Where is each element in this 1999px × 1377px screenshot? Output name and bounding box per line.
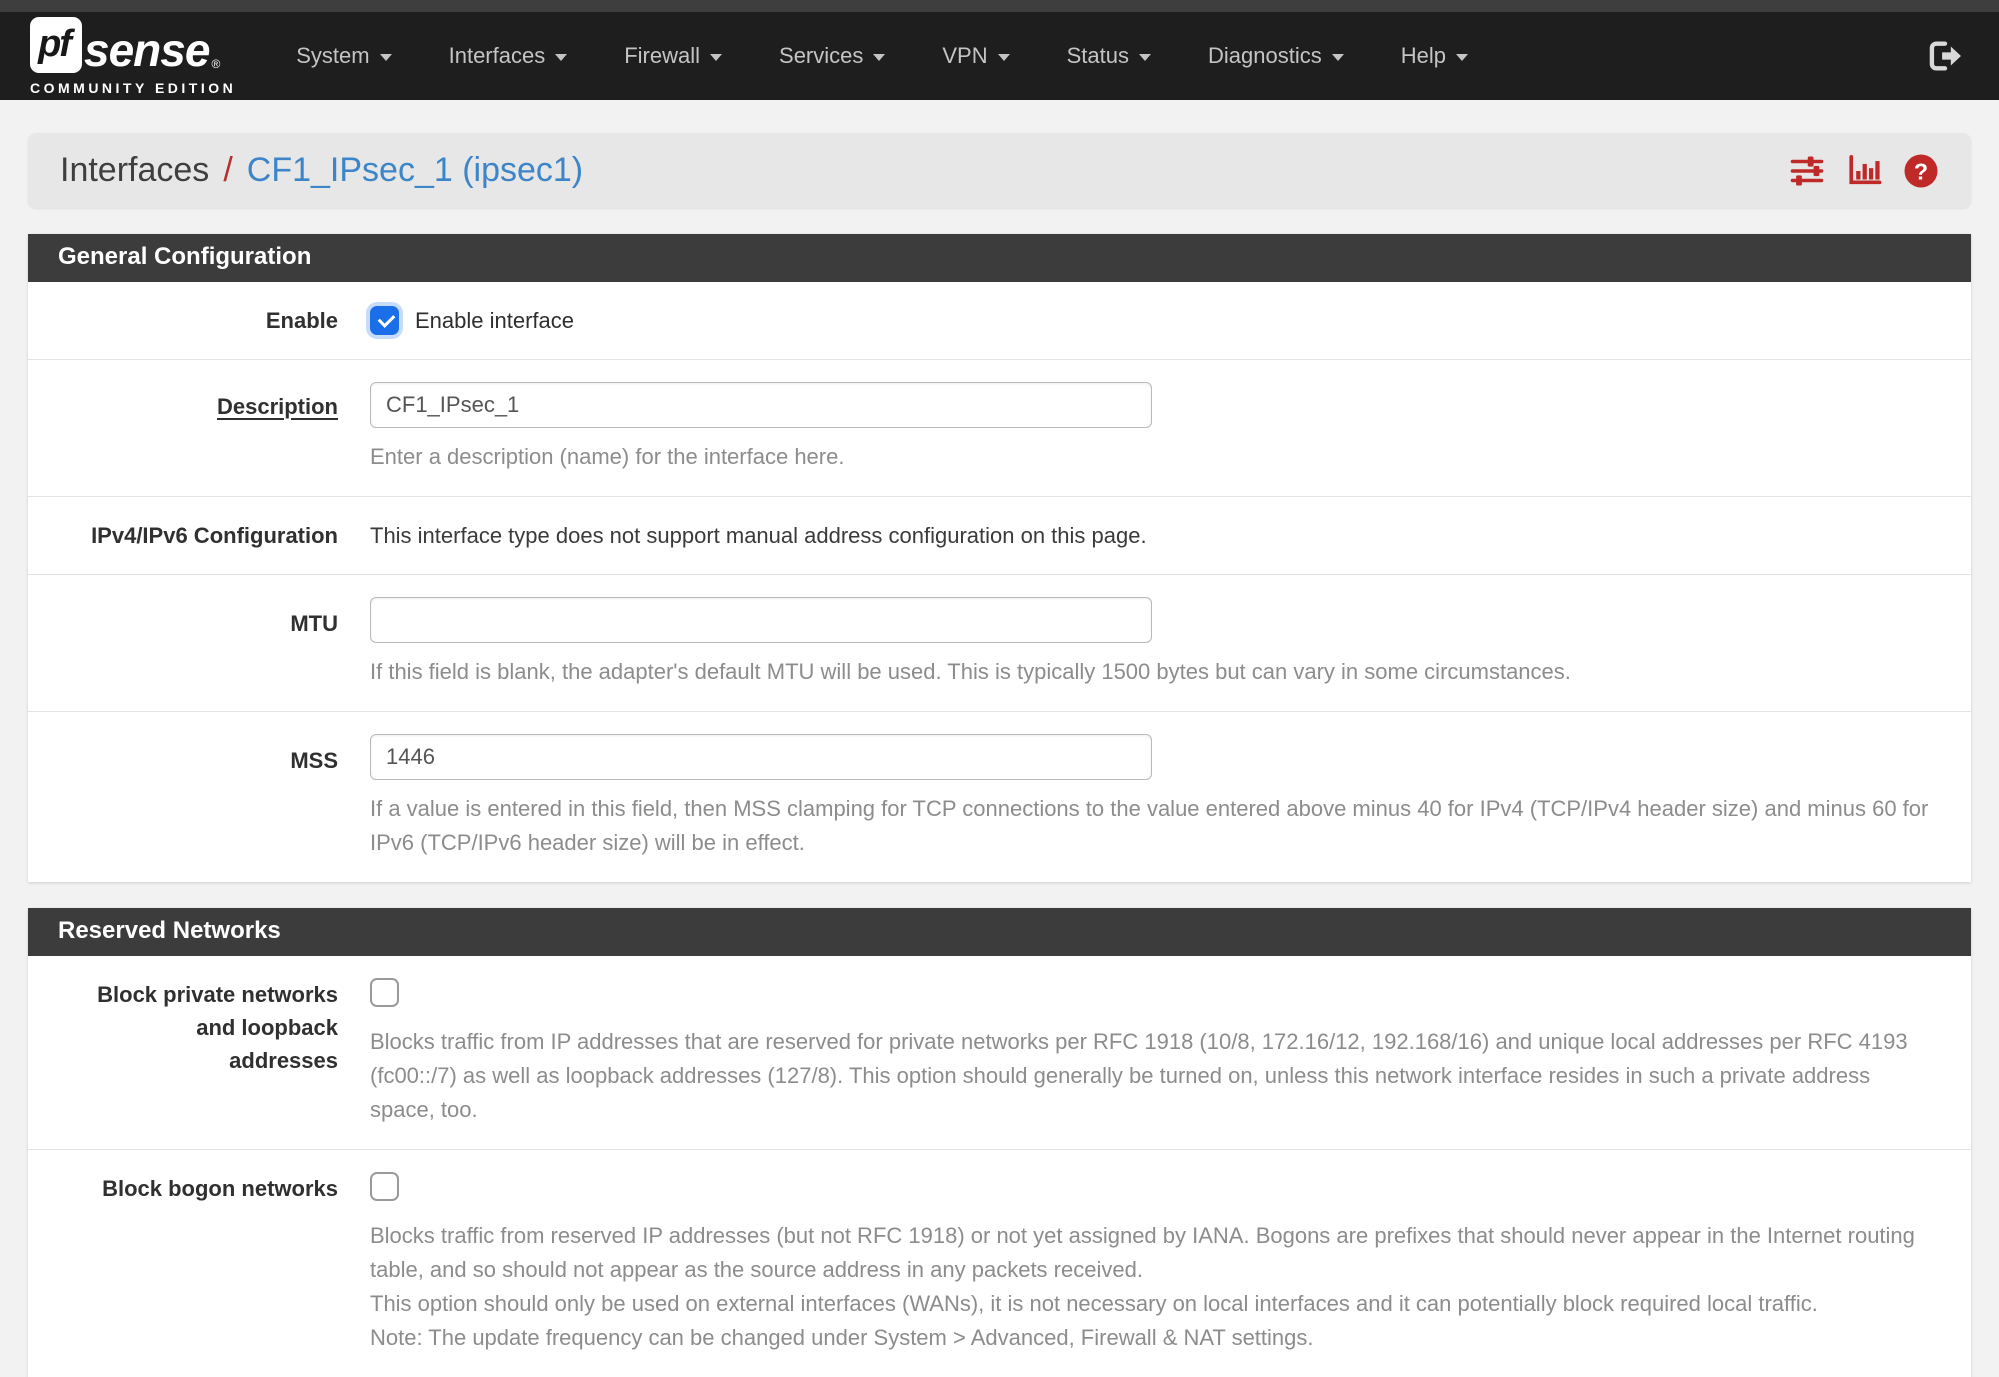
nav-item-diagnostics[interactable]: Diagnostics	[1208, 43, 1344, 69]
reserved-networks-panel	[28, 908, 1971, 1377]
mtu-row	[28, 574, 1971, 711]
mss-help-text: If a value is entered in this field, then MSS clamping for TCP connections to the value entered above minus 40 for IPv4 (TCP/IPv4 header size) and minus 60 for IPv6 (TCP/IPv6 header size) will be in effect.	[370, 796, 1929, 855]
enable-row	[28, 282, 1971, 359]
bar-chart-icon[interactable]	[1847, 155, 1881, 187]
registered-mark: ®	[211, 56, 221, 71]
nav-item-firewall[interactable]: Firewall	[624, 43, 722, 69]
chevron-down-icon	[710, 54, 722, 61]
pf-logo-box: pf	[30, 17, 82, 73]
description-label: Description	[216, 394, 338, 419]
logo-sense-text: sense	[84, 23, 210, 76]
enable-interface-checkbox-label[interactable]: Enable interface	[415, 307, 574, 333]
breadcrumb-bar	[28, 133, 1971, 208]
breadcrumb-separator: /	[223, 151, 233, 189]
breadcrumb	[60, 151, 583, 190]
svg-text:?: ?	[1913, 157, 1929, 184]
chevron-down-icon	[380, 54, 392, 61]
chevron-down-icon	[998, 54, 1010, 61]
block-private-networks-checkbox[interactable]	[370, 978, 399, 1007]
chevron-down-icon	[555, 54, 567, 61]
nav-item-system[interactable]: System	[296, 43, 391, 69]
enable-label: Enable	[265, 308, 338, 333]
mss-row	[28, 711, 1971, 882]
help-circle-icon[interactable]	[1903, 153, 1939, 189]
description-row	[28, 359, 1971, 496]
chevron-down-icon	[1139, 54, 1151, 61]
top-navbar	[0, 0, 1999, 100]
breadcrumb-section: Interfaces	[60, 151, 210, 189]
description-help-text: Enter a description (name) for the interface here.	[370, 444, 845, 469]
mtu-help-text: If this field is blank, the adapter's default MTU will be used. This is typically 1500 bytes but can vary in some circumstances.	[370, 659, 1571, 684]
mss-label: MSS	[290, 748, 338, 773]
block-bogon-networks-label: Block bogon networks	[102, 1176, 338, 1201]
block-private-networks-label: Block private networks and loopback addresses	[97, 982, 338, 1073]
block-private-networks-help-text: Blocks traffic from IP addresses that are reserved for private networks per RFC 1918 (10/8, 172.16/12, 192.168/16) and unique local addresses per RFC 4193 (fc00::/7) as well as loopback addresses (127/8). This option should generally be turned on, unless this network interface resides in such a private address space, too.	[370, 1029, 1908, 1122]
chevron-down-icon	[873, 54, 885, 61]
chevron-down-icon	[1456, 54, 1468, 61]
bogon-help-line-1: Blocks traffic from reserved IP addresses (but not RFC 1918) or not yet assigned by IANA. Bogons are prefixes that should never appear in the Internet routing table, and so should not appear as the source address in any packets received.	[370, 1223, 1915, 1282]
block-bogon-networks-help-text	[370, 1219, 1937, 1355]
panel-title-reserved-networks: Reserved Networks	[28, 908, 1971, 956]
sign-out-icon[interactable]	[1927, 40, 1963, 72]
ip-configuration-label: IPv4/IPv6 Configuration	[91, 523, 338, 548]
nav-item-help[interactable]: Help	[1401, 43, 1468, 69]
mss-input[interactable]	[370, 734, 1152, 780]
bogon-help-line-2: This option should only be used on external interfaces (WANs), it is not necessary on local interfaces and it can potentially block required local traffic.	[370, 1291, 1818, 1316]
community-edition-label: COMMUNITY EDITION	[30, 79, 237, 96]
enable-interface-checkbox[interactable]	[370, 306, 399, 335]
nav-menu	[296, 43, 1927, 69]
mtu-input[interactable]	[370, 597, 1152, 643]
block-bogon-networks-row	[28, 1149, 1971, 1377]
sliders-icon[interactable]	[1789, 155, 1825, 187]
nav-item-vpn[interactable]: VPN	[942, 43, 1009, 69]
panel-title-general-configuration: General Configuration	[28, 234, 1971, 282]
nav-item-status[interactable]: Status	[1067, 43, 1151, 69]
bogon-help-line-3: Note: The update frequency can be changed under System > Advanced, Firewall & NAT settings.	[370, 1325, 1314, 1350]
chevron-down-icon	[1332, 54, 1344, 61]
description-input[interactable]	[370, 382, 1152, 428]
pfsense-logo[interactable]	[30, 17, 236, 96]
general-configuration-panel	[28, 234, 1971, 882]
ip-configuration-row	[28, 496, 1971, 574]
nav-item-interfaces[interactable]: Interfaces	[449, 43, 568, 69]
block-bogon-networks-checkbox[interactable]	[370, 1172, 399, 1201]
ip-configuration-text: This interface type does not support manual address configuration on this page.	[370, 523, 1147, 548]
mtu-label: MTU	[290, 611, 338, 636]
block-private-networks-row	[28, 956, 1971, 1149]
nav-item-services[interactable]: Services	[779, 43, 885, 69]
breadcrumb-current-link[interactable]: CF1_IPsec_1 (ipsec1)	[246, 151, 584, 189]
